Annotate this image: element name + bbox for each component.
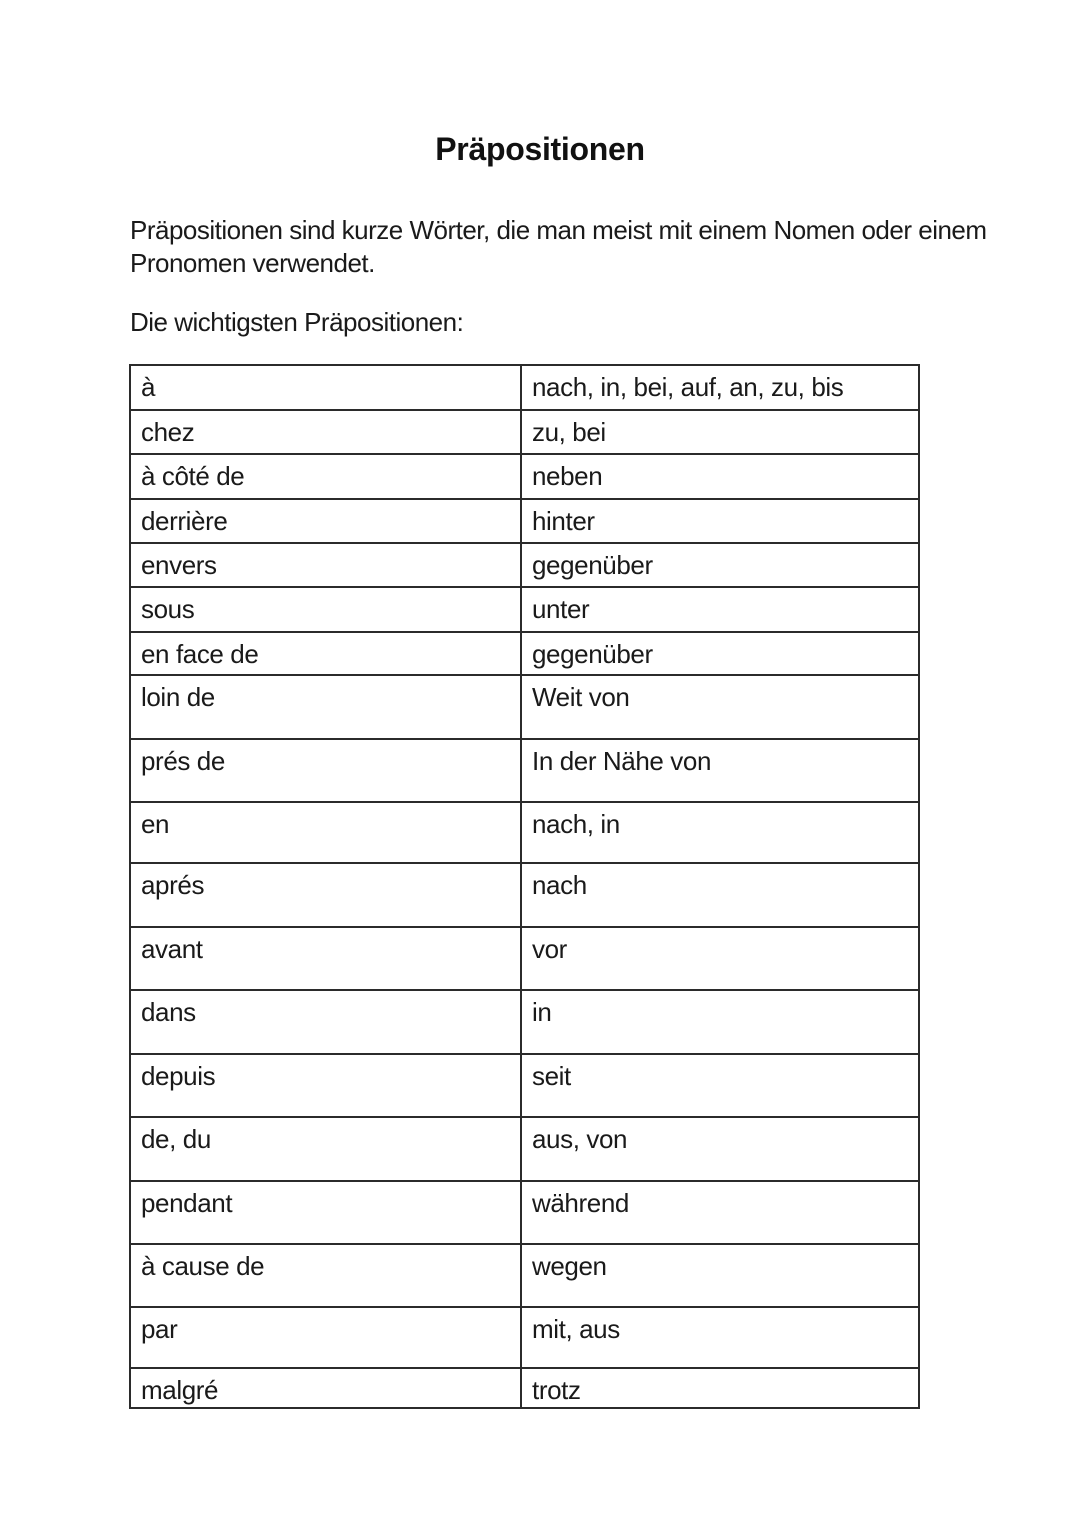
intro-paragraph (130, 214, 1000, 280)
table-row (130, 990, 919, 1054)
french-term-cell: pendant (130, 1181, 521, 1244)
german-translation-cell: trotz (521, 1368, 919, 1408)
german-translation-cell: zu, bei (521, 410, 919, 454)
german-translation-cell: in (521, 990, 919, 1054)
table-row (130, 499, 919, 543)
prepositions-table (129, 364, 920, 1409)
german-translation-cell: nach, in, bei, auf, an, zu, bis (521, 365, 919, 410)
intro-line-2: Pronomen verwendet. (130, 248, 375, 278)
french-term-cell: dans (130, 990, 521, 1054)
german-translation-cell: mit, aus (521, 1307, 919, 1368)
german-translation-cell: aus, von (521, 1117, 919, 1181)
german-translation-cell: Weit von (521, 675, 919, 739)
german-translation-cell: In der Nähe von (521, 739, 919, 802)
table-row (130, 543, 919, 587)
table-row (130, 802, 919, 863)
table-row (130, 365, 919, 410)
german-translation-cell: nach, in (521, 802, 919, 863)
french-term-cell: sous (130, 587, 521, 632)
french-term-cell: par (130, 1307, 521, 1368)
german-translation-cell: seit (521, 1054, 919, 1117)
german-translation-cell: neben (521, 454, 919, 499)
french-term-cell: de, du (130, 1117, 521, 1181)
table-row (130, 1181, 919, 1244)
french-term-cell: à cause de (130, 1244, 521, 1307)
german-translation-cell: während (521, 1181, 919, 1244)
german-translation-cell: nach (521, 863, 919, 927)
table-row (130, 1307, 919, 1368)
french-term-cell: en (130, 802, 521, 863)
french-term-cell: avant (130, 927, 521, 990)
german-translation-cell: vor (521, 927, 919, 990)
french-term-cell: prés de (130, 739, 521, 802)
french-term-cell: aprés (130, 863, 521, 927)
french-term-cell: envers (130, 543, 521, 587)
german-translation-cell: wegen (521, 1244, 919, 1307)
french-term-cell: à (130, 365, 521, 410)
table-row (130, 1054, 919, 1117)
prepositions-table-body (130, 365, 919, 1408)
french-term-cell: loin de (130, 675, 521, 739)
german-translation-cell: hinter (521, 499, 919, 543)
table-row (130, 632, 919, 675)
page-title: Präpositionen (435, 131, 645, 167)
german-translation-cell: unter (521, 587, 919, 632)
table-row (130, 927, 919, 990)
intro-line-1: Präpositionen sind kurze Wörter, die man meist mit einem Nomen oder einem (130, 215, 987, 245)
table-row (130, 739, 919, 802)
table-row (130, 863, 919, 927)
table-row (130, 1244, 919, 1307)
german-translation-cell: gegenüber (521, 543, 919, 587)
french-term-cell: derrière (130, 499, 521, 543)
french-term-cell: malgré (130, 1368, 521, 1408)
table-row (130, 1117, 919, 1181)
table-row (130, 675, 919, 739)
table-row (130, 587, 919, 632)
table-caption: Die wichtigsten Präpositionen: (130, 307, 464, 337)
german-translation-cell: gegenüber (521, 632, 919, 675)
table-row (130, 1368, 919, 1408)
french-term-cell: en face de (130, 632, 521, 675)
table-row (130, 410, 919, 454)
french-term-cell: à côté de (130, 454, 521, 499)
table-row (130, 454, 919, 499)
french-term-cell: depuis (130, 1054, 521, 1117)
french-term-cell: chez (130, 410, 521, 454)
